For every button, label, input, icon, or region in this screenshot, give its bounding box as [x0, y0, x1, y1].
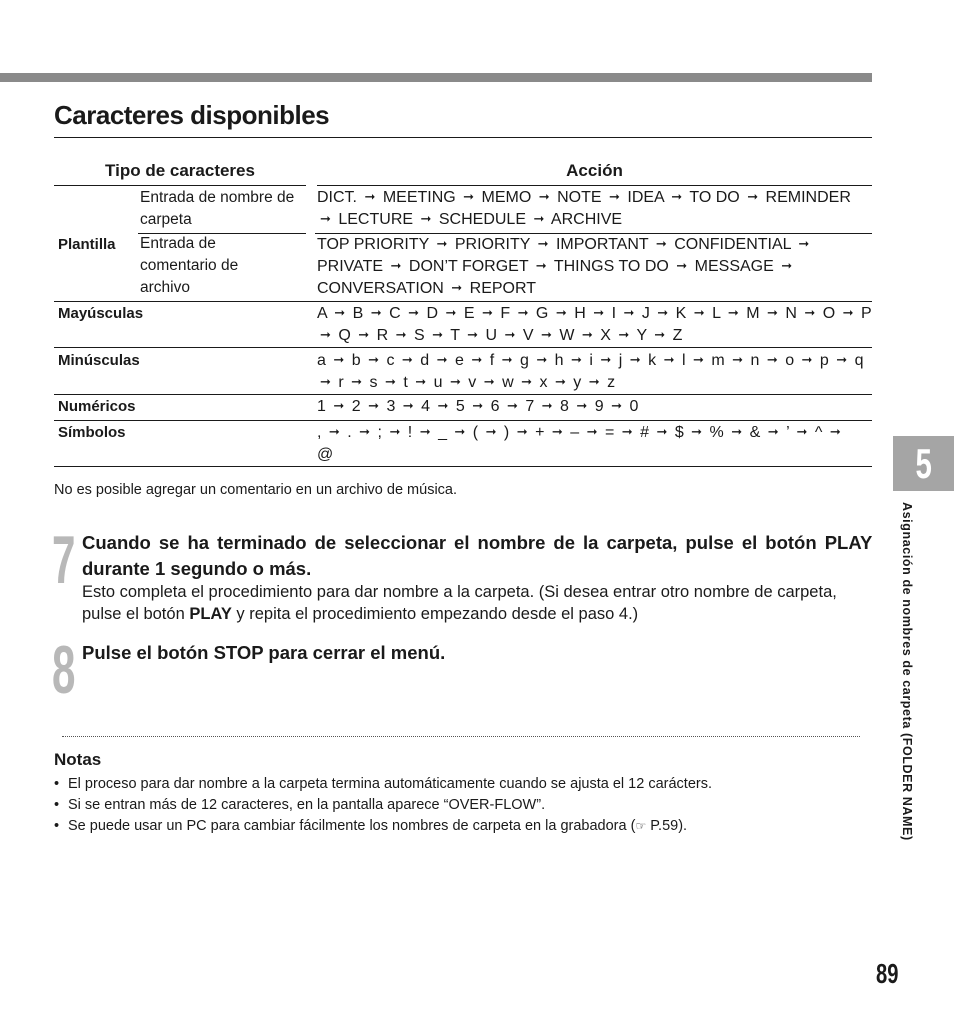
arrow-right-icon: ➞ — [588, 374, 600, 389]
sequence-item: 0 — [629, 398, 639, 415]
arrow-right-icon: ➞ — [359, 424, 371, 439]
arrow-right-icon: ➞ — [384, 374, 396, 389]
sequence-item: MESSAGE — [694, 258, 774, 275]
sequence-item: B — [352, 305, 364, 322]
sequence-item: I — [611, 305, 617, 322]
table-footnote: No es posible agregar un comentario en un archivo de música. — [54, 482, 458, 498]
stop-key-label: STOP — [213, 642, 264, 663]
title-underline — [54, 137, 872, 138]
arrow-right-icon: ➞ — [586, 424, 598, 439]
sequence-item: L — [712, 305, 721, 322]
sequence-item: MEMO — [481, 189, 532, 206]
step-7-body: Esto completa el procedimiento para dar nombre a la carpeta. (Si desea entrar otro nombre de carpeta, pulse el botón PLAY y repita el procedimiento empezando desde el paso 4.) — [82, 583, 837, 623]
sequence-item: , — [317, 424, 322, 441]
arrow-right-icon: ➞ — [629, 352, 641, 367]
side-section-label — [900, 502, 914, 932]
arrow-right-icon: ➞ — [481, 305, 493, 320]
arrow-right-icon: ➞ — [609, 189, 620, 204]
arrow-right-icon: ➞ — [537, 236, 549, 251]
sequence-item: SCHEDULE — [438, 211, 526, 228]
sequence-item: 6 — [490, 398, 500, 415]
sequence-item: n — [750, 352, 760, 369]
sequence-item: U — [485, 327, 498, 344]
arrow-right-icon: ➞ — [618, 327, 630, 342]
arrow-right-icon: ➞ — [370, 305, 382, 320]
sequence-item: TO DO — [689, 189, 740, 206]
arrow-right-icon: ➞ — [334, 305, 346, 320]
sequence-item: C — [389, 305, 401, 322]
sequence-item: W — [559, 327, 575, 344]
arrow-right-icon: ➞ — [320, 211, 331, 226]
sequence-item: ) — [503, 424, 510, 441]
sequence-item: Q — [338, 327, 351, 344]
sequence-item: ! — [407, 424, 413, 441]
mayusculas-values — [317, 303, 872, 347]
plantilla-folder-seq — [317, 189, 851, 228]
sequence-item: T — [450, 327, 460, 344]
arrow-right-icon: ➞ — [804, 305, 816, 320]
arrow-right-icon: ➞ — [593, 305, 605, 320]
arrow-right-icon: ➞ — [581, 327, 593, 342]
step-8 — [52, 632, 874, 708]
arrow-right-icon: ➞ — [611, 398, 623, 413]
step-7-number: 7 — [52, 522, 76, 598]
arrow-right-icon: ➞ — [655, 236, 667, 251]
sequence-item: $ — [674, 424, 684, 441]
sequence-item: H — [574, 305, 586, 322]
minusculas-label: Minúsculas — [58, 352, 140, 369]
arrow-right-icon: ➞ — [767, 305, 778, 320]
sequence-item: y — [573, 374, 582, 391]
arrow-right-icon: ➞ — [551, 424, 563, 439]
sequence-item: DON’T FORGET — [408, 258, 529, 275]
sequence-item: q — [854, 352, 864, 369]
sequence-item: r — [338, 374, 344, 391]
sequence-item: 8 — [560, 398, 569, 415]
sequence-item: a — [317, 352, 326, 369]
plantilla-comment-seq — [317, 236, 812, 297]
arrow-right-icon: ➞ — [798, 236, 810, 251]
arrow-right-icon: ➞ — [663, 352, 675, 367]
section-title: Caracteres disponibles — [54, 100, 330, 130]
step-8-number: 8 — [52, 632, 76, 708]
step-7 — [52, 522, 874, 630]
arrow-right-icon: ➞ — [402, 398, 414, 413]
sequence-item: S — [414, 327, 425, 344]
sequence-item: = — [604, 424, 615, 441]
arrow-right-icon: ➞ — [554, 374, 566, 389]
sequence-item: R — [376, 327, 389, 344]
sequence-item: 1 — [317, 398, 326, 415]
sequence-item: 9 — [594, 398, 604, 415]
arrow-right-icon: ➞ — [320, 374, 331, 389]
sequence-item: ’ — [786, 424, 790, 441]
sequence-item: ARCHIVE — [550, 211, 623, 228]
arrow-right-icon: ➞ — [796, 424, 808, 439]
row-mayusculas — [54, 302, 872, 348]
minusculas-values — [317, 350, 872, 394]
row-simbolos — [54, 421, 872, 467]
arrow-right-icon: ➞ — [451, 280, 463, 295]
simbolos-values — [317, 422, 857, 466]
sequence-item: & — [749, 424, 761, 441]
sequence-item: REPORT — [469, 280, 537, 297]
sequence-item: P — [861, 305, 872, 322]
simbolos-seq — [317, 424, 844, 463]
arrow-right-icon: ➞ — [445, 305, 457, 320]
sequence-item: # — [640, 424, 649, 441]
row-minusculas — [54, 348, 872, 395]
sequence-item: f — [489, 352, 495, 369]
play-key-label: PLAY — [824, 532, 872, 553]
sequence-item: ( — [472, 424, 479, 441]
sequence-item: THINGS TO DO — [553, 258, 669, 275]
chapter-number: 5 — [915, 439, 932, 487]
plantilla-folder-label: Entrada de nombre de carpeta — [140, 189, 295, 228]
sequence-item: E — [463, 305, 475, 322]
sequence-item: IMPORTANT — [555, 236, 649, 253]
arrow-right-icon: ➞ — [731, 424, 743, 439]
sequence-item: 3 — [386, 398, 396, 415]
arrow-right-icon: ➞ — [600, 352, 612, 367]
arrow-right-icon: ➞ — [437, 398, 449, 413]
sequence-item: DICT. — [317, 189, 357, 206]
sequence-item: Y — [636, 327, 647, 344]
arrow-right-icon: ➞ — [727, 305, 739, 320]
sequence-item: b — [351, 352, 361, 369]
minusculas-seq — [317, 352, 864, 391]
sequence-item: s — [369, 374, 378, 391]
sequence-item: + — [535, 424, 545, 441]
sequence-item: w — [502, 374, 514, 391]
arrow-right-icon: ➞ — [576, 398, 588, 413]
arrow-right-icon: ➞ — [415, 374, 427, 389]
arrow-right-icon: ➞ — [501, 352, 513, 367]
arrow-right-icon: ➞ — [521, 374, 533, 389]
sequence-item: i — [589, 352, 593, 369]
arrow-right-icon: ➞ — [364, 189, 376, 204]
sequence-item: % — [709, 424, 724, 441]
arrow-right-icon: ➞ — [533, 211, 545, 226]
arrow-right-icon: ➞ — [420, 211, 432, 226]
arrow-right-icon: ➞ — [692, 352, 704, 367]
arrow-right-icon: ➞ — [842, 305, 854, 320]
sequence-item: MEETING — [382, 189, 456, 206]
arrow-right-icon: ➞ — [368, 352, 379, 367]
mayusculas-seq — [317, 305, 871, 344]
arrow-right-icon: ➞ — [436, 236, 448, 251]
sequence-item: NOTE — [557, 189, 602, 206]
sequence-item: F — [500, 305, 511, 322]
plantilla-folder-values — [317, 187, 872, 231]
mayusculas-label: Mayúsculas — [58, 305, 144, 322]
arrow-right-icon: ➞ — [358, 327, 370, 342]
sequence-item: D — [426, 305, 439, 322]
sequence-item: j — [618, 352, 623, 369]
arrow-right-icon: ➞ — [623, 305, 635, 320]
sequence-item: z — [607, 374, 616, 391]
arrow-right-icon: ➞ — [389, 424, 401, 439]
arrow-right-icon: ➞ — [621, 424, 633, 439]
sequence-item: @ — [317, 446, 334, 463]
sequence-item: PRIORITY — [454, 236, 531, 253]
sequence-item: CONFIDENTIAL — [674, 236, 791, 253]
note-item: • Se puede usar un PC para cambiar fácilmente los nombres de carpeta en la grabadora (☞ P.59). — [54, 818, 688, 834]
arrow-right-icon: ➞ — [419, 424, 431, 439]
arrow-right-icon: ➞ — [676, 258, 688, 273]
arrow-right-icon: ➞ — [436, 352, 448, 367]
sequence-item: o — [785, 352, 795, 369]
sequence-item: TOP PRIORITY — [317, 236, 430, 253]
sequence-item: G — [535, 305, 549, 322]
arrow-right-icon: ➞ — [766, 352, 778, 367]
sequence-item: N — [785, 305, 797, 322]
arrow-right-icon: ➞ — [390, 258, 402, 273]
arrow-right-icon: ➞ — [485, 424, 497, 439]
step-8-heading: Pulse el botón STOP para cerrar el menú. — [82, 642, 446, 663]
sequence-item: k — [648, 352, 657, 369]
sequence-item: v — [468, 374, 477, 391]
note-item: • El proceso para dar nombre a la carpeta termina automáticamente cuando se ajusta el 12 carácters. — [54, 776, 712, 792]
sequence-item: ; — [377, 424, 382, 441]
sequence-item: J — [641, 305, 650, 322]
play-key-label-body: PLAY — [189, 605, 232, 623]
arrow-right-icon: ➞ — [504, 327, 516, 342]
side-label-text: Asignación de nombres de carpeta (FOLDER NAME) — [900, 502, 914, 841]
sequence-item: d — [420, 352, 430, 369]
sequence-item: g — [519, 352, 529, 369]
sequence-item: l — [681, 352, 686, 369]
sequence-item: 2 — [351, 398, 361, 415]
arrow-right-icon: ➞ — [432, 327, 444, 342]
arrow-right-icon: ➞ — [368, 398, 379, 413]
arrow-right-icon: ➞ — [333, 398, 345, 413]
arrow-right-icon: ➞ — [555, 305, 567, 320]
numericos-seq — [317, 398, 638, 415]
arrow-right-icon: ➞ — [541, 398, 553, 413]
sequence-item: X — [600, 327, 611, 344]
sequence-item: c — [386, 352, 395, 369]
sequence-item: p — [819, 352, 829, 369]
sequence-item: CONVERSATION — [317, 280, 444, 297]
sequence-item: IDEA — [627, 189, 664, 206]
sequence-item: REMINDER — [765, 189, 851, 206]
sequence-item: V — [522, 327, 534, 344]
sequence-item: m — [711, 352, 725, 369]
simbolos-label: Símbolos — [58, 424, 126, 441]
sequence-item: . — [347, 424, 352, 441]
sequence-item: ^ — [814, 424, 823, 441]
arrow-right-icon: ➞ — [408, 305, 420, 320]
reference-hand-icon: ☞ — [635, 819, 647, 833]
arrow-right-icon: ➞ — [449, 374, 461, 389]
arrow-right-icon: ➞ — [801, 352, 813, 367]
sequence-item: 4 — [421, 398, 431, 415]
arrow-right-icon: ➞ — [506, 398, 518, 413]
arrow-right-icon: ➞ — [654, 327, 666, 342]
note-item: • Si se entran más de 12 caracteres, en la pantalla aparece “OVER-FLOW”. — [54, 797, 546, 813]
chapter-tab — [893, 436, 954, 491]
arrow-right-icon: ➞ — [781, 258, 793, 273]
arrow-right-icon: ➞ — [536, 352, 548, 367]
step-7-heading: Cuando se ha terminado de seleccionar el nombre de la carpeta, pulse el botón PLAY durante 1 segundo o más. — [82, 532, 872, 579]
sequence-item: – — [570, 424, 580, 441]
arrow-right-icon: ➞ — [516, 424, 528, 439]
arrow-right-icon: ➞ — [571, 352, 582, 367]
sequence-item: M — [746, 305, 760, 322]
numericos-values — [317, 396, 872, 418]
arrow-right-icon: ➞ — [395, 327, 407, 342]
sequence-item: u — [433, 374, 443, 391]
arrow-right-icon: ➞ — [671, 189, 683, 204]
arrow-right-icon: ➞ — [454, 424, 466, 439]
arrow-right-icon: ➞ — [829, 424, 841, 439]
sequence-item: K — [675, 305, 687, 322]
arrow-right-icon: ➞ — [463, 189, 475, 204]
arrow-right-icon: ➞ — [333, 352, 345, 367]
arrow-right-icon: ➞ — [732, 352, 744, 367]
plantilla-comment-values — [317, 234, 872, 300]
arrow-right-icon: ➞ — [401, 352, 413, 367]
plantilla-label: Plantilla — [58, 236, 116, 253]
plantilla-comment-label: Entrada de comentario de archivo — [140, 235, 239, 296]
dotted-divider — [62, 736, 860, 737]
header-action: Acción — [317, 160, 872, 186]
arrow-right-icon: ➞ — [747, 189, 759, 204]
arrow-right-icon: ➞ — [467, 327, 479, 342]
row-numericos — [54, 395, 872, 421]
sequence-item: O — [822, 305, 836, 322]
notes-title: Notas — [54, 750, 102, 769]
sequence-item: 7 — [525, 398, 535, 415]
table-header-row — [54, 160, 872, 186]
arrow-right-icon: ➞ — [657, 305, 669, 320]
sequence-item: x — [539, 374, 548, 391]
arrow-right-icon: ➞ — [693, 305, 705, 320]
top-gray-bar — [0, 73, 872, 82]
arrow-right-icon: ➞ — [328, 424, 340, 439]
arrow-right-icon: ➞ — [517, 305, 529, 320]
arrow-right-icon: ➞ — [767, 424, 779, 439]
numericos-label: Numéricos — [58, 398, 136, 415]
header-type: Tipo de caracteres — [54, 160, 306, 186]
arrow-right-icon: ➞ — [538, 189, 550, 204]
sequence-item: t — [403, 374, 408, 391]
sequence-item: LECTURE — [338, 211, 414, 228]
arrow-right-icon: ➞ — [656, 424, 668, 439]
sequence-item: h — [554, 352, 564, 369]
arrow-right-icon: ➞ — [483, 374, 495, 389]
arrow-right-icon: ➞ — [540, 327, 552, 342]
sequence-item: _ — [438, 424, 447, 441]
arrow-right-icon: ➞ — [472, 398, 484, 413]
arrow-right-icon: ➞ — [836, 352, 848, 367]
notes-list — [54, 774, 874, 837]
sequence-item: A — [317, 305, 327, 322]
arrow-right-icon: ➞ — [471, 352, 483, 367]
sequence-item: 5 — [455, 398, 465, 415]
row-plantilla — [54, 184, 872, 302]
arrow-right-icon: ➞ — [691, 424, 703, 439]
sequence-item: Z — [672, 327, 683, 344]
sequence-item: e — [454, 352, 464, 369]
arrow-right-icon: ➞ — [535, 258, 547, 273]
sequence-item: PRIVATE — [317, 258, 384, 275]
page-number: 89 — [876, 958, 899, 989]
arrow-right-icon: ➞ — [320, 327, 331, 342]
arrow-right-icon: ➞ — [351, 374, 363, 389]
